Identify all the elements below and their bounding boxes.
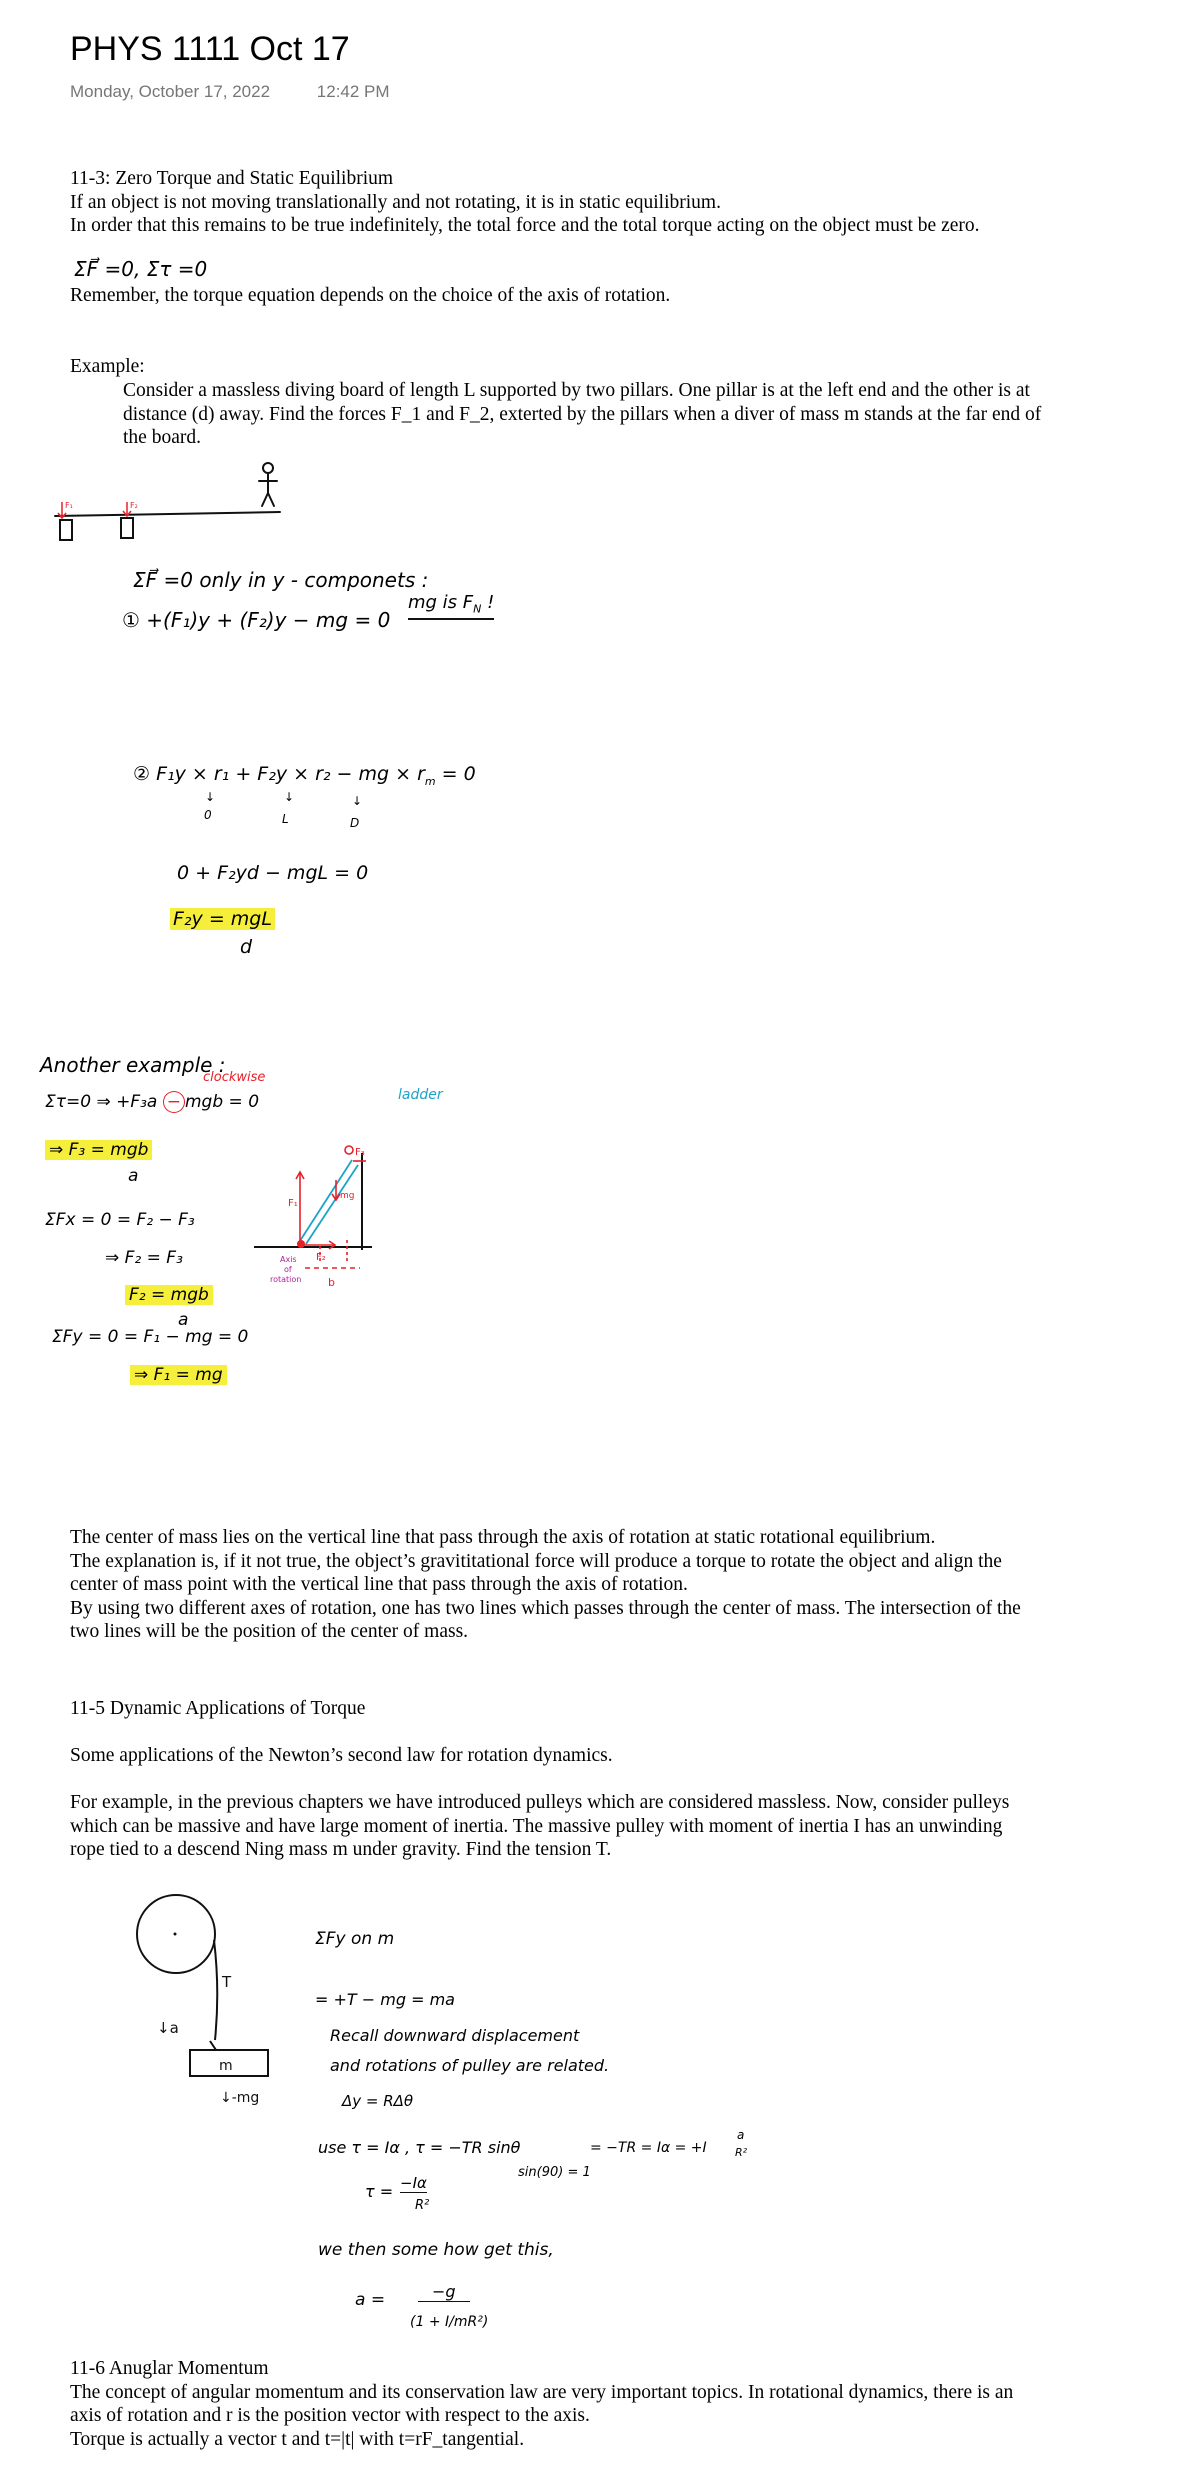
paragraph: Torque is actually a vector t and t=|t| with t=rF_tangential. (70, 2428, 525, 2450)
section-heading: 11-5 Dynamic Applications of Torque (70, 1698, 366, 1719)
handwritten-line: Δy = RΔθ (342, 2092, 414, 2110)
arrow-down-icon: ↓ (205, 790, 216, 804)
handwritten-line: use τ = Iα , τ = −TR sinθ (318, 2138, 521, 2157)
handwritten-line: R² (735, 2146, 748, 2159)
handwritten-line: −Iα (400, 2174, 427, 2192)
force-label-f3: F₃ (355, 1147, 365, 1158)
paragraph: The explanation is, if it not true, the object’s gravititational force will produce a torque to rotate the object and align the center of mass point with the vertical line that pass through the axis of rotation. (70, 1550, 1002, 1595)
page-title: PHYS 1111 Oct 17 (70, 30, 350, 68)
handwritten-line: ΣF⃗ =0 only in y - componets : (133, 568, 429, 592)
handwritten-line: ΣFx = 0 = F₂ − F₃ (45, 1210, 195, 1230)
arrow-down-icon: ↓ (352, 794, 363, 808)
highlighted-result: ⇒ F₃ = mgb (45, 1140, 152, 1160)
handwritten-line: ΣFy = 0 = F₁ − mg = 0 (52, 1327, 249, 1347)
paragraph: The concept of angular momentum and its conservation law are very important topics. In rotational dynamics, there is an axis of rotation and r is the position vector with respect to the axis. (70, 2381, 1014, 2426)
handwritten-line: = +T − mg = ma (315, 1990, 455, 2009)
paragraph: For example, in the previous chapters we have introduced pulleys which are considered massless. Now, consider pulleys which can be massive and have large moment of inertia. The massive pulley with moment of inertia I has an unwinding rope tied to a descend Ning mass m under gravity. Find the tension T. (70, 1792, 1010, 1860)
handwritten-line: ⇒ F₂ = F₃ (105, 1248, 183, 1268)
ladder-annotation: ladder (398, 1087, 443, 1103)
clockwise-annotation: clockwise (203, 1070, 266, 1085)
handwritten-line: a (178, 1310, 189, 1330)
handwritten-line: Recall downward displacement (330, 2026, 580, 2045)
handwritten-line: Στ=0 ⇒ +F₃a − mgb = 0 (45, 1092, 260, 1112)
highlighted-result: ⇒ F₁ = mg (130, 1365, 227, 1385)
paragraph: In order that this remains to be true indefinitely, the total force and the total torque acting on the object must be zero. (70, 215, 980, 236)
section-11-6 (70, 2357, 1030, 2451)
page-date: Monday, October 17, 2022 (70, 82, 271, 101)
force-label-f1: F₁ (288, 1198, 298, 1209)
handwritten-line: a (737, 2128, 745, 2142)
weight-label: mg (340, 1191, 355, 1201)
tension-label: T (222, 1973, 232, 1991)
section-heading: 11-6 Anuglar Momentum (70, 2358, 269, 2379)
force-label-f1: F₁ (65, 501, 73, 510)
handwritten-line: L (282, 812, 289, 826)
highlighted-result: F₂ = mgb (125, 1285, 213, 1305)
highlighted-result: F₂y = mgL (170, 908, 275, 930)
example-label: Example: (70, 356, 145, 377)
handwritten-line: a = (355, 2290, 386, 2310)
handwritten-line: a (128, 1166, 139, 1186)
handwritten-line: = −TR = Iα = +I (590, 2140, 707, 2156)
handwritten-line: ① +(F₁)y + (F₂)y − mg = 0 (122, 608, 391, 632)
handwritten-line: we then some how get this, (318, 2240, 554, 2260)
acceleration-label: ↓a (157, 2019, 179, 2037)
mass-label: m (219, 2058, 233, 2074)
page-time: 12:42 PM (316, 82, 390, 101)
example-label: Another example : (40, 1053, 226, 1077)
paragraph: If an object is not moving translationally and not rotating, it is in static equilibrium. (70, 191, 721, 213)
handwritten-line: d (240, 936, 253, 958)
handwritten-line: τ = (365, 2182, 394, 2201)
handwritten-line: (1 + I/mR²) (410, 2314, 489, 2330)
handwritten-line: sin(90) = 1 (518, 2165, 591, 2180)
section-heading: 11-3: Zero Torque and Static Equilibrium (70, 168, 394, 189)
handwritten-line: ② F₁y × r₁ + F₂y × r₂ − mg × $r_m = 0$ (133, 763, 476, 788)
paragraph: Remember, the torque equation depends on the choice of the axis of rotation. (70, 285, 671, 306)
paragraph: By using two different axes of rotation, one has two lines which passes through the center of mass. The intersection of the two lines will be the position of the center of mass. (70, 1597, 1021, 1642)
handwritten-line: and rotations of pulley are related. (330, 2056, 610, 2075)
handwritten-note: mg is $F_N$ ! (408, 592, 494, 620)
equilibrium-equation: ΣF⃗ =0, Στ =0 (74, 257, 208, 281)
force-label-f2: F₂ (316, 1252, 326, 1263)
distance-label: b (328, 1276, 335, 1289)
force-label-f2: F₂ (130, 501, 138, 510)
paragraph: Some applications of the Newton’s second law for rotation dynamics. (70, 1745, 613, 1766)
handwritten-line: −g (418, 2282, 470, 2302)
axis-label: Axis (280, 1255, 297, 1264)
example-text: Consider a massless diving board of length L supported by two pillars. One pillar is at the left end and the other is at distance (d) away. Find the forces F_1 and F_2, exterted by the pillars when a diver of mass m stands at the far end of the board. (123, 380, 1042, 448)
arrow-down-icon: ↓ (284, 790, 295, 804)
axis-label: of (284, 1265, 292, 1274)
handwritten-line: 0 + F₂yd − mgL = 0 (177, 862, 369, 884)
handwritten-line: D (350, 816, 360, 830)
axis-label: rotation (270, 1275, 302, 1284)
handwritten-line: 0 (204, 808, 212, 822)
handwritten-line: R² (415, 2198, 430, 2213)
weight-label: ↓-mg (220, 2090, 260, 2106)
paragraph: The center of mass lies on the vertical line that pass through the axis of rotation at static rotational equilibrium. (70, 1527, 936, 1548)
handwritten-line: ΣFy on m (315, 1929, 395, 1949)
